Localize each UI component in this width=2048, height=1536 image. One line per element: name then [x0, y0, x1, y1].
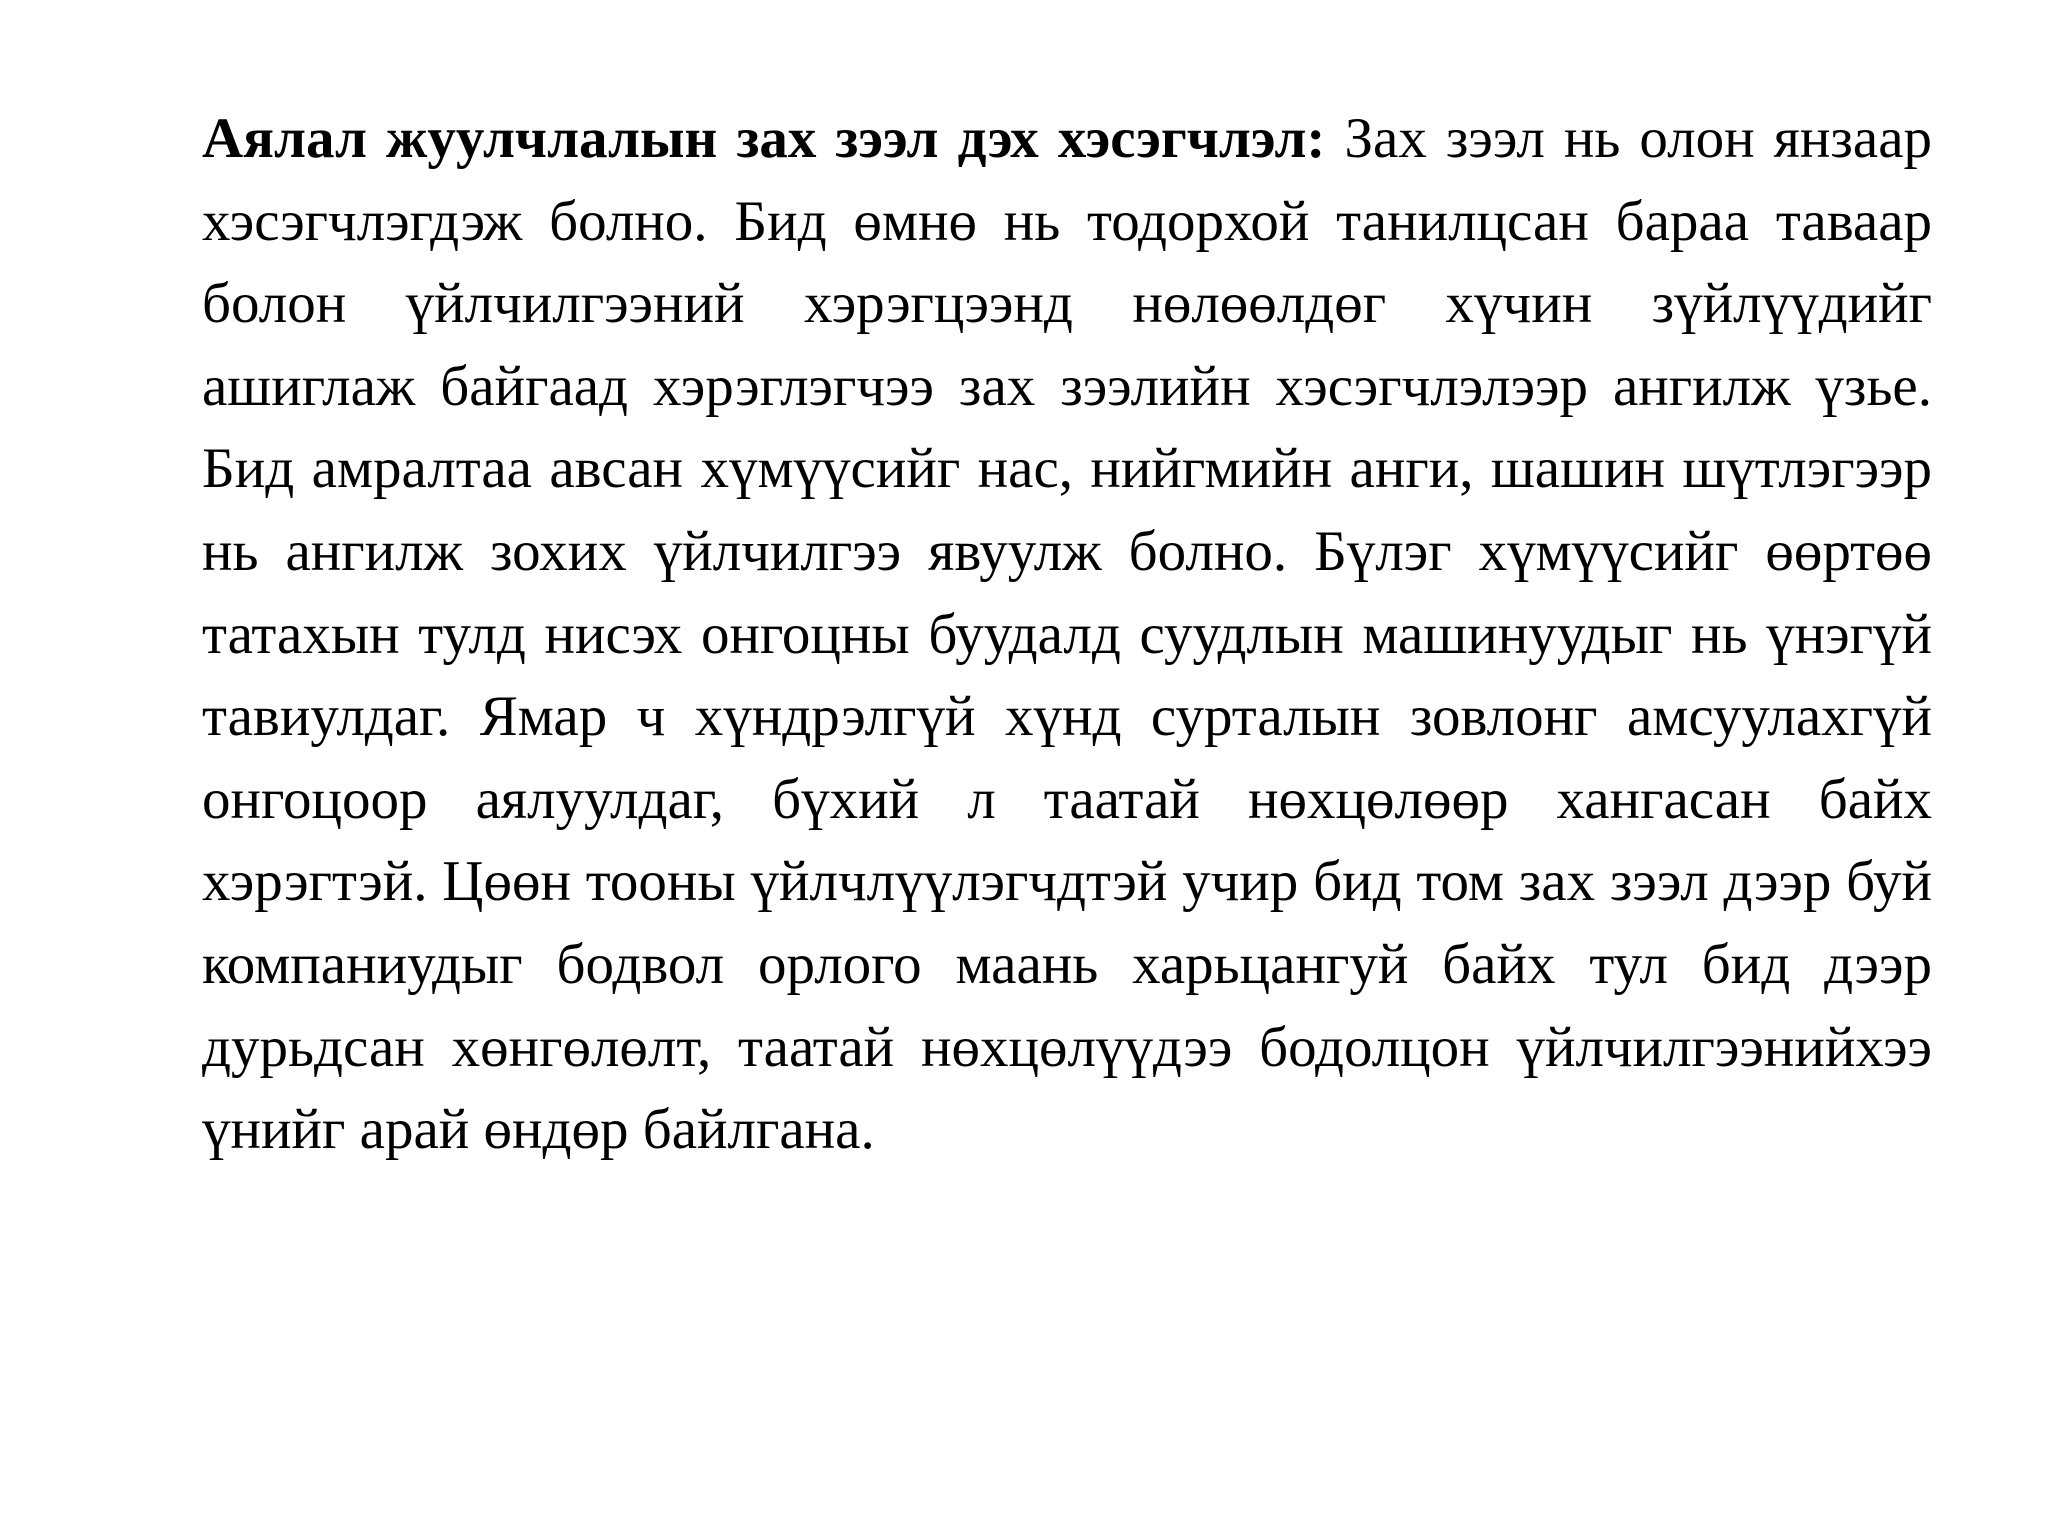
section-heading: Аялал жуулчлалын зах зээл дэх хэсэгчлэл:: [202, 107, 1326, 170]
paragraph: [202, 98, 1932, 1172]
paragraph-body: Зах зээл нь олон янзаар хэсэгчлэгдэж болно. Бид өмнө нь тодорхой танилцсан бараа таваар болон үйлчилгээний хэрэгцээнд нөлөөлдөг хүчин зүйлүүдийг ашиглаж байгаад хэрэглэгчээ зах зээлийн хэсэгчлэлээр ангилж үзье. Бид амралтаа авсан хүмүүсийг нас, нийгмийн анги, шашин шүтлэгээр нь ангилж зохих үйлчилгээ явуулж болно. Бүлэг хүмүүсийг өөртөө татахын тулд нисэх онгоцны буудалд суудлын машинуудыг нь үнэгүй тавиулдаг. Ямар ч хүндрэлгүй хүнд сурталын зовлонг амсуулахгүй онгоцоор аялуулдаг, бүхий л таатай нөхцөлөөр хангасан байх хэрэгтэй. Цөөн тооны үйлчлүүлэгчдтэй учир бид том зах зээл дээр буй компаниудыг бодвол орлого маань харьцангуй байх тул бид дээр дурьдсан хөнгөлөлт, таатай нөхцөлүүдээ бодолцон үйлчилгээнийхээ үнийг арай өндөр байлгана.: [202, 107, 1933, 1162]
